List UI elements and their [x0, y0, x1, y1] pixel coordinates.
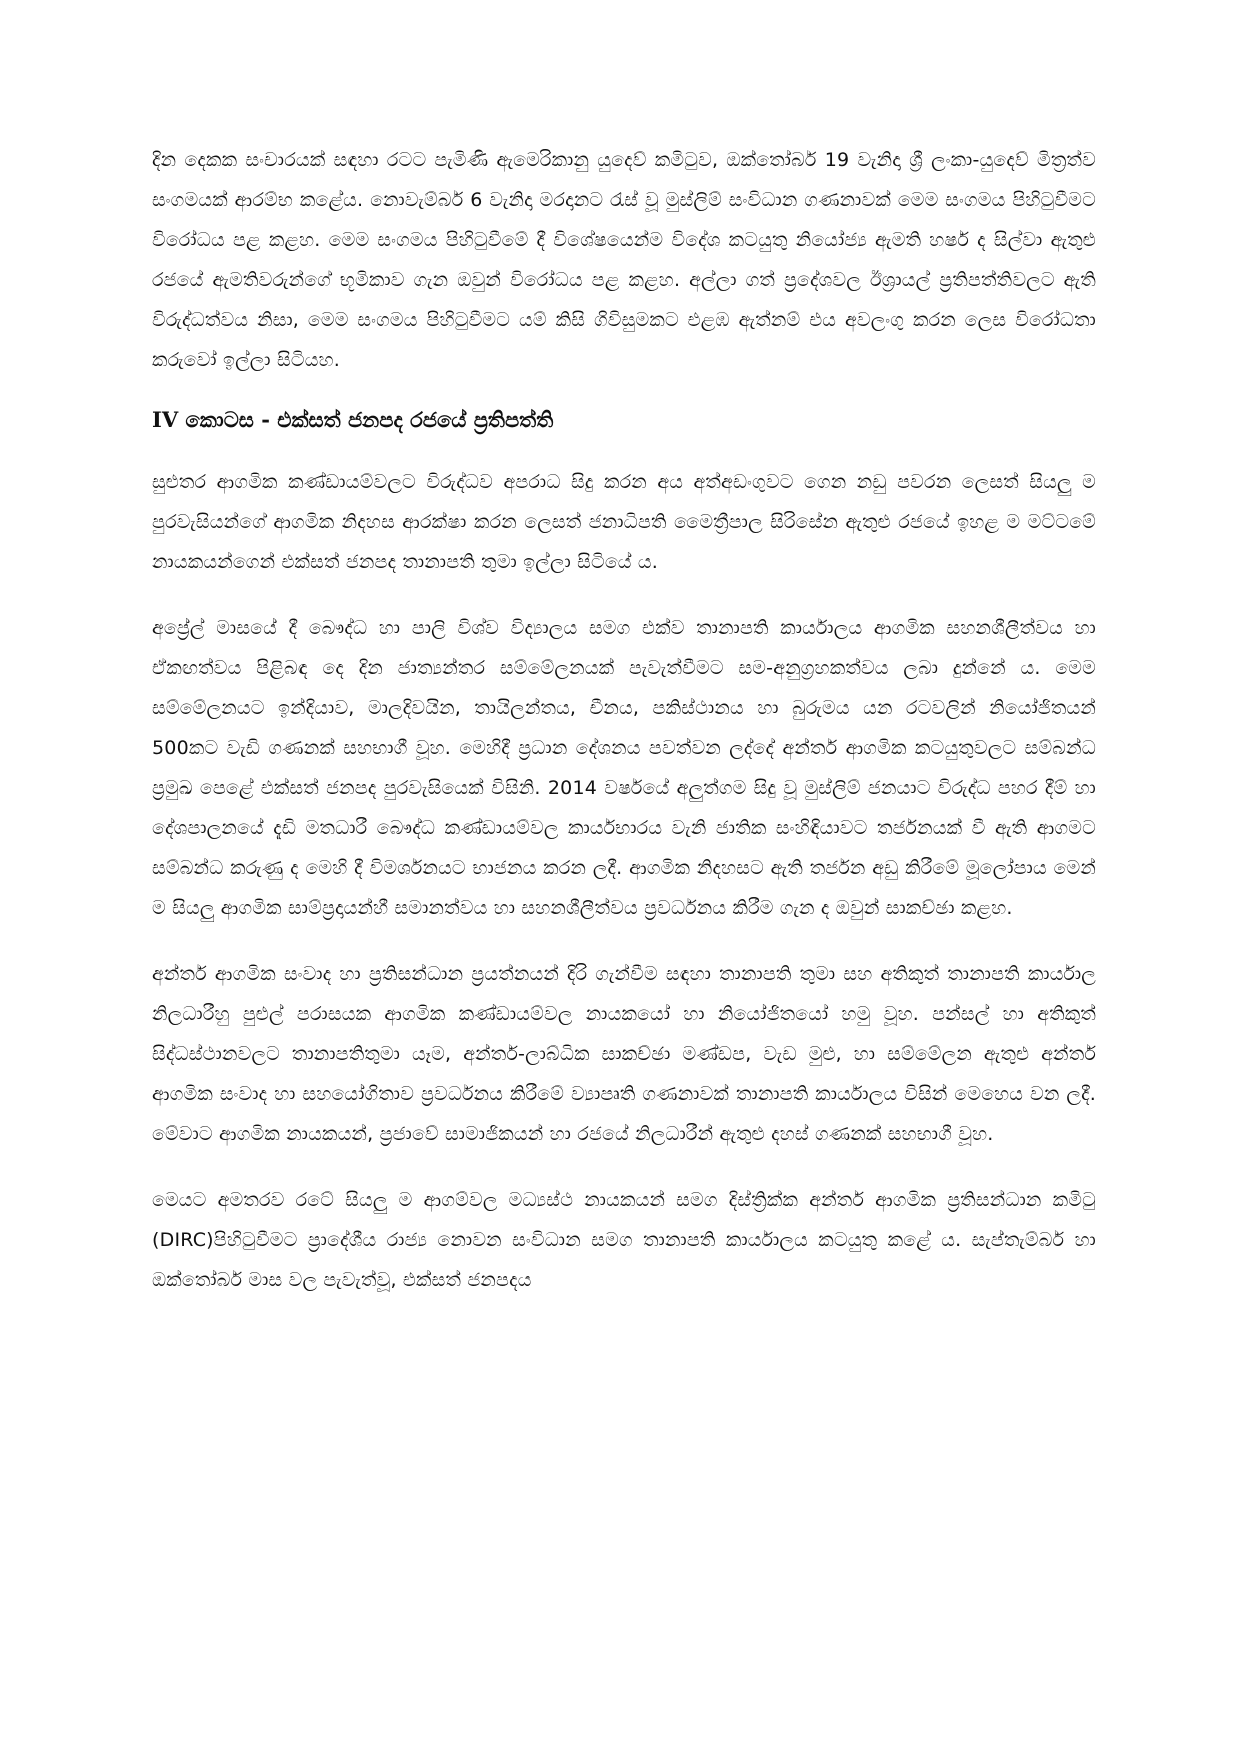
- paragraph-1: සුළුතර ආගමික කණ්ඩායම්වලට විරුද්ධව අපරාධ සිදු කරන අය අත්අඩංගුවට ගෙන නඩු පවරන ලෙසත් සියලු ම පුරවැසියන්ගේ ආගමික නිදහස ආරක්ෂා කරන ලෙසත් ජනාධිපති මෛත්‍රීපාල සිරිසේන ඇතුළු රජයේ ඉහළ ම මට්ටමේ නායකයන්ගෙන් එක්සත් ජනපද තානාපති තුමා ඉල්ලා සිටියේ ය.: [152, 471, 1096, 573]
- document-page: [152, 140, 1096, 1326]
- paragraph-2: අප්‍රේල් මාසයේ දී බෞද්ධ හා පාලි විශ්ව විද්‍යාලය සමග එක්ව තානාපති කාර්යාලය ආගමික සහනශීලීත්වය හා ඒකඟත්වය පිළිබඳ දෙ දින ජාත්‍යන්තර සම්මේලනයක් පැවැත්වීමට සම-අනුග්‍රහකත්වය ලබා දුන්නේ ය. මෙම සම්මේලනයට ඉන්දියාව, මාලදිවයින, තායිලන්තය, චීනය, පකිස්ථානය හා බුරුමය යන රටවලින් නියෝජිතයන් 500කට වැඩි ගණනක් සහභාගී වූහ. මෙහිදී ප්‍රධාන දේශනය පවත්වන ලද්දේ අන්තර් ආගමික කටයුතුවලට සම්බන්ධ ප්‍රමුඛ පෙළේ එක්සත් ජනපද පුරවැසියෙක් විසිනි. 2014 වර්ෂයේ අලුත්ගම සිදු වූ මුස්ලිම් ජනයාට විරුද්ධ පහර දීම් හා දේශපාලනයේ දැඩි මතධාරී බෞද්ධ කණ්ඩායම්වල කාර්යභාරය වැනි ජාතික සංහිඳියාවට තර්ජනයක් වී ඇති ආගමට සම්බන්ධ කරුණු ද මෙහි දී විමර්ශනයට භාජනය කරන ලදී. ආගමික නිදහසට ඇති තර්ජන අඩු කිරීමේ මූලෝපාය මෙන් ම සියලු ආගමික සාම්ප්‍රදායන්හී සමානත්වය හා සහනශීලීත්වය ප්‍රවර්ධනය කිරීම ගැන ද ඔවුන් සාකච්ඡා කළහ.: [152, 617, 1096, 919]
- paragraph-intro: දින දෙකක සංචාරයක් සඳහා රටට පැමිණි ඇමෙරිකානු යුදෙව් කමිටුව, ඔක්තෝබර් 19 වැනිදා ශ්‍රී ලංකා-යුදෙව් මිත්‍රත්ව සංගමයක් ආරම්භ කළේය. නොවැම්බර් 6 වැනිදා මරදානට රැස් වූ මුස්ලිම් සංවිධාන ගණනාවක් මෙම සංගමය පිහිටුවීමට විරෝධය පළ කළහ. මෙම සංගමය පිහිටුවීමේ දී විශේෂයෙන්ම විදේශ කටයුතු නියෝජ්‍ය ඇමති හර්ෂ ද සිල්වා ඇතුළු රජයේ ඇමතිවරුන්ගේ භූමිකාව ගැන ඔවුන් විරෝධය පළ කළහ. අල්ලා ගත් ප්‍රදේශවල ඊශ්‍රායල් ප්‍රතිපත්තිවලට ඇති විරුද්ධත්වය නිසා, මෙම සංගමය පිහිටුවීමට යම් කිසි ගිවිසුමකට එළඹ ඇත්නම් එය අවලංගු කරන ලෙස විරෝධතා කරුවෝ ඉල්ලා සිටියහ.: [152, 149, 1096, 371]
- paragraph-3: අන්තර් ආගමික සංවාද හා ප්‍රතිසන්ධාන ප්‍රයත්නයන් දිරි ගැන්වීම සඳහා තානාපති තුමා සහ අතිකුත් තානාපති කාර්යාල නිලධාරීහු පුළුල් පරාසයක ආගමික කණ්ඩායම්වල නායකයෝ හා නියෝජිතයෝ හමු වූහ. පන්සල් හා අතිකුත් සිද්ධස්ථානවලට තානාපතිතුමා යෑම, අන්තර්-ලාබ්ධික සාකච්ඡා මණ්ඩප, වැඩ මුළු, හා සම්මේලන ඇතුළු අන්තර් ආගමික සංවාද හා සහයෝගිතාව ප්‍රවර්ධනය කිරීමේ ව්‍යාපෘති ගණනාවක් තානාපති කාර්යාලය විසින් මෙහෙය වන ලදී. මේවාට ආගමික නායකයන්, ප්‍රජාවේ සාමාජිකයන් හා රජයේ නිලධාරීන් ඇතුළු දහස් ගණනක් සහභාගී වූහ.: [152, 963, 1096, 1145]
- paragraph-4: මෙයට අමතරව රටේ සියලු ම ආගම්වල මධ්‍යස්ථ නායකයන් සමග දිස්ත්‍රික්ක අන්තර් ආගමික ප්‍රතිසන්ධාන කමිටු (DIRC)පිහිටුවීමට ප්‍රාදේශීය රාජ්‍ය නොවන සංවිධාන සමග තානාපති කාර්යාලය කටයුතු කළේ ය. සැප්තැම්බර් හා ඔක්තෝබර් මාස වල පැවැත්වූ, එක්සත් ජනපදය: [152, 1189, 1096, 1291]
- section-heading: IV කොටස - එක්සත් ජනපද රජයේ ප්‍රතිපත්ති: [152, 407, 554, 432]
